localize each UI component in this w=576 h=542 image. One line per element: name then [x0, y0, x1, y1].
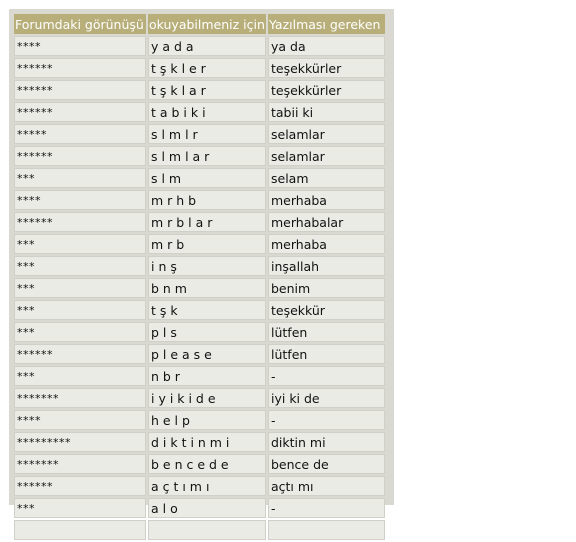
table-row — [14, 80, 385, 100]
cell-correct-spelling: teşekkür — [268, 300, 385, 320]
cell-forum-appearance: ****** — [14, 146, 146, 166]
cell-correct-spelling: selamlar — [268, 146, 385, 166]
cell-correct-spelling: selamlar — [268, 124, 385, 144]
table-row — [14, 212, 385, 232]
cell-forum-appearance: ********* — [14, 432, 146, 452]
cell-forum-appearance: *** — [14, 278, 146, 298]
cell-readable: i y i k i d e — [148, 388, 266, 408]
table-row — [14, 498, 385, 518]
cell-forum-appearance: *** — [14, 234, 146, 254]
cell-forum-appearance: ****** — [14, 58, 146, 78]
cell-correct-spelling: benim — [268, 278, 385, 298]
table-row — [14, 344, 385, 364]
cell-forum-appearance: **** — [14, 190, 146, 210]
cell-readable: y a d a — [148, 36, 266, 56]
table-row — [14, 168, 385, 188]
cell-forum-appearance: ****** — [14, 80, 146, 100]
cell-forum-appearance: *** — [14, 366, 146, 386]
table-row — [14, 454, 385, 474]
header-row — [14, 14, 385, 34]
cell-readable: a l o — [148, 498, 266, 518]
table-row — [14, 322, 385, 342]
cell-correct-spelling: inşallah — [268, 256, 385, 276]
cell-readable: h e l p — [148, 410, 266, 430]
cell-correct-spelling: merhabalar — [268, 212, 385, 232]
cell-forum-appearance: *** — [14, 168, 146, 188]
cell-correct-spelling: ya da — [268, 36, 385, 56]
cell-forum-appearance: ******* — [14, 454, 146, 474]
cell-forum-appearance: ******* — [14, 388, 146, 408]
table-row — [14, 366, 385, 386]
header-forum-appearance: Forumdaki görünüşü — [14, 14, 146, 34]
cell-readable: m r h b — [148, 190, 266, 210]
cell-readable: n b r — [148, 366, 266, 386]
table-row — [14, 234, 385, 254]
cell-forum-appearance: ****** — [14, 476, 146, 496]
cell-forum-appearance: *** — [14, 322, 146, 342]
cell-readable: t a b i k i — [148, 102, 266, 122]
table-panel — [9, 9, 394, 516]
cell-correct-spelling: lütfen — [268, 322, 385, 342]
cell-correct-spelling: - — [268, 410, 385, 430]
table-row — [14, 256, 385, 276]
empty-cell — [14, 520, 146, 540]
table-row — [14, 410, 385, 430]
cell-correct-spelling: merhaba — [268, 190, 385, 210]
cell-readable: p l e a s e — [148, 344, 266, 364]
cell-readable: s l m — [148, 168, 266, 188]
cell-forum-appearance: *** — [14, 300, 146, 320]
cell-readable: i n ş — [148, 256, 266, 276]
cell-readable: m r b — [148, 234, 266, 254]
table-row — [14, 36, 385, 56]
cell-correct-spelling: - — [268, 498, 385, 518]
cell-forum-appearance: ***** — [14, 124, 146, 144]
table-body — [14, 36, 385, 540]
cell-forum-appearance: ****** — [14, 212, 146, 232]
cell-readable: s l m l a r — [148, 146, 266, 166]
empty-cell — [268, 520, 385, 540]
cell-correct-spelling: selam — [268, 168, 385, 188]
cell-readable: b n m — [148, 278, 266, 298]
table-row — [14, 432, 385, 452]
empty-cell — [148, 520, 266, 540]
cell-correct-spelling: teşekkürler — [268, 80, 385, 100]
table-row — [14, 190, 385, 210]
cell-readable: s l m l r — [148, 124, 266, 144]
cell-forum-appearance: ****** — [14, 344, 146, 364]
table-row — [14, 124, 385, 144]
cell-readable: t ş k l a r — [148, 80, 266, 100]
table-row — [14, 300, 385, 320]
cell-correct-spelling: merhaba — [268, 234, 385, 254]
cell-correct-spelling: teşekkürler — [268, 58, 385, 78]
table-row — [14, 146, 385, 166]
cell-forum-appearance: *** — [14, 256, 146, 276]
header-readable: okuyabilmeniz için — [148, 14, 266, 34]
cell-correct-spelling: açtı mı — [268, 476, 385, 496]
cell-readable: p l s — [148, 322, 266, 342]
cell-correct-spelling: diktin mi — [268, 432, 385, 452]
table-row — [14, 388, 385, 408]
cell-readable: m r b l a r — [148, 212, 266, 232]
cell-forum-appearance: ****** — [14, 102, 146, 122]
cell-readable: d i k t i n m i — [148, 432, 266, 452]
table-row — [14, 58, 385, 78]
cell-correct-spelling: tabii ki — [268, 102, 385, 122]
cell-readable: b e n c e d e — [148, 454, 266, 474]
table-row — [14, 278, 385, 298]
cell-correct-spelling: bence de — [268, 454, 385, 474]
cell-forum-appearance: *** — [14, 498, 146, 518]
cell-readable: t ş k l e r — [148, 58, 266, 78]
table-row — [14, 102, 385, 122]
cell-forum-appearance: **** — [14, 36, 146, 56]
empty-table-row — [14, 520, 385, 540]
cell-correct-spelling: - — [268, 366, 385, 386]
cell-readable: a ç t ı m ı — [148, 476, 266, 496]
header-correct-spelling: Yazılması gereken — [268, 14, 385, 34]
abbreviation-table — [12, 12, 387, 542]
cell-readable: t ş k — [148, 300, 266, 320]
cell-correct-spelling: iyi ki de — [268, 388, 385, 408]
cell-forum-appearance: **** — [14, 410, 146, 430]
table-row — [14, 476, 385, 496]
cell-correct-spelling: lütfen — [268, 344, 385, 364]
